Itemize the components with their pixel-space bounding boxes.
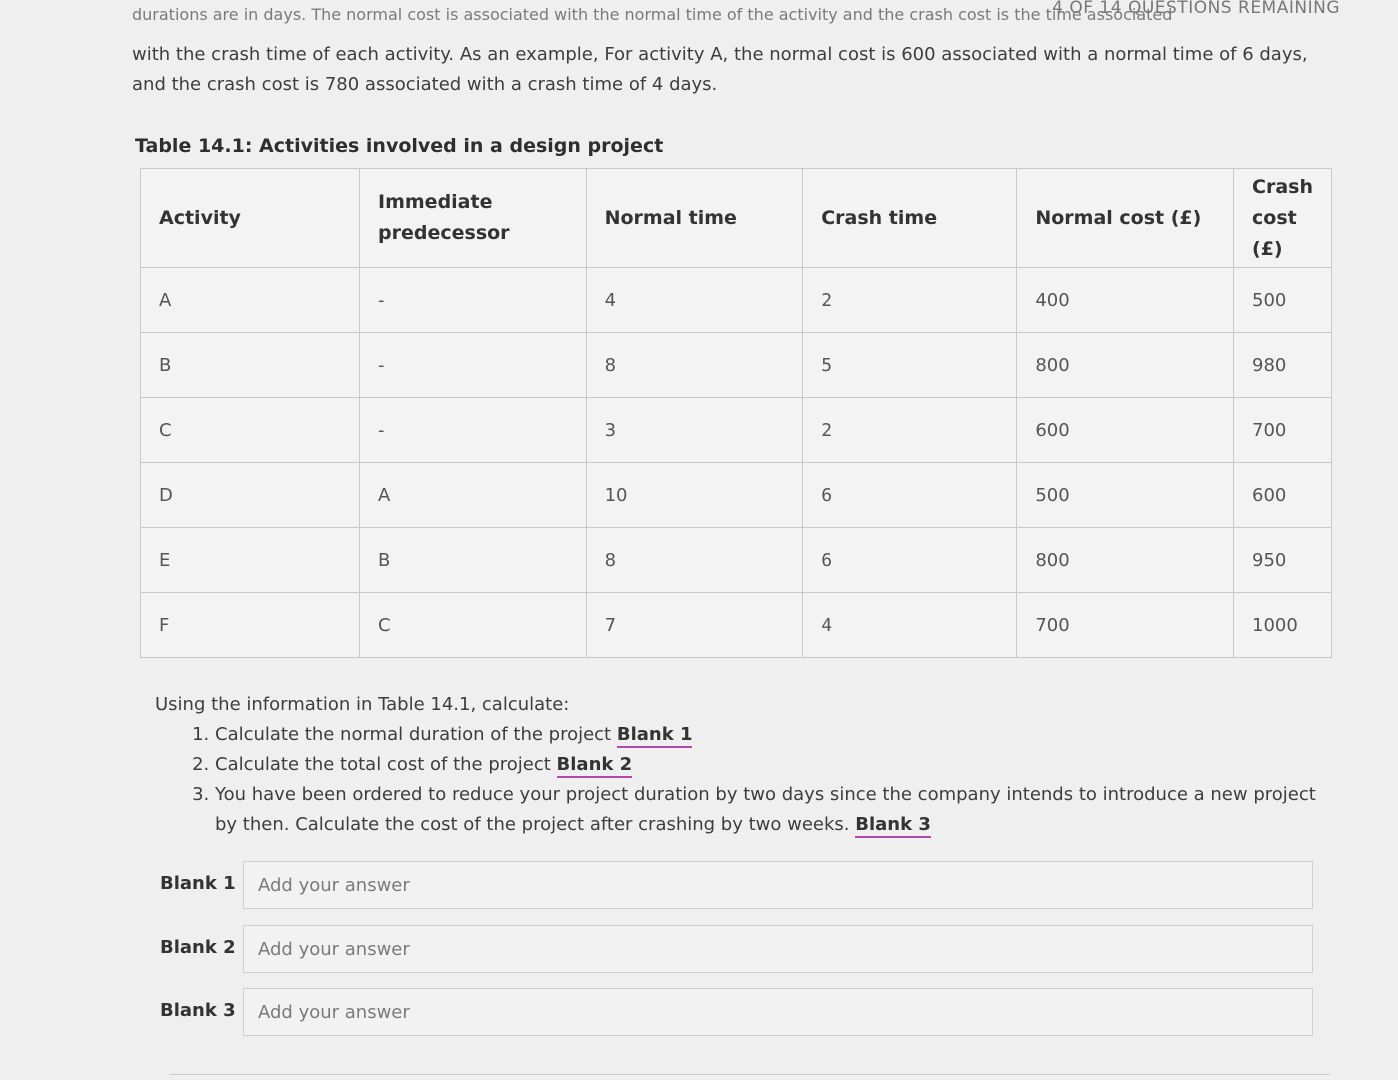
activities-table-wrapper — [140, 168, 1332, 658]
cell-normal-cost: 400 — [1017, 268, 1234, 333]
table-row — [141, 333, 1332, 398]
instruction-text: Calculate the normal duration of the project — [215, 724, 612, 745]
instruction-item — [215, 720, 1325, 750]
cell-activity: C — [141, 398, 360, 463]
cell-crash-time: 5 — [803, 333, 1017, 398]
intro-cut-line: durations are in days. The normal cost is associated with the normal time of the activity and the crash cost is the time associated — [132, 5, 1173, 24]
instruction-item — [215, 780, 1325, 840]
instruction-item — [215, 750, 1325, 780]
blank-2-link[interactable]: Blank 2 — [557, 754, 633, 778]
cell-normal-time: 8 — [586, 528, 803, 593]
cell-predecessor: - — [360, 268, 587, 333]
cell-crash-cost: 700 — [1234, 398, 1332, 463]
instruction-text: You have been ordered to reduce your project duration by two days since the company intends to introduce a new project by then. Calculate the cost of the project after crashing by two weeks. — [215, 784, 1316, 835]
blank-3-input[interactable] — [243, 988, 1313, 1036]
table-row — [141, 528, 1332, 593]
table-row — [141, 268, 1332, 333]
cell-crash-cost: 500 — [1234, 268, 1332, 333]
cell-normal-time: 7 — [586, 593, 803, 658]
cell-normal-cost: 800 — [1017, 333, 1234, 398]
cell-crash-cost: 600 — [1234, 463, 1332, 528]
cell-normal-cost: 800 — [1017, 528, 1234, 593]
answer-label: Blank 2 — [160, 937, 236, 958]
cell-crash-time: 4 — [803, 593, 1017, 658]
table-row — [141, 593, 1332, 658]
instructions — [155, 690, 1325, 840]
header-normal-time: Normal time — [586, 169, 803, 268]
cell-normal-cost: 700 — [1017, 593, 1234, 658]
cell-predecessor: A — [360, 463, 587, 528]
blank-1-input[interactable] — [243, 861, 1313, 909]
table-row — [141, 398, 1332, 463]
cell-predecessor: B — [360, 528, 587, 593]
blank-3-link[interactable]: Blank 3 — [855, 814, 931, 838]
cell-crash-cost: 980 — [1234, 333, 1332, 398]
questions-remaining-status: 4 OF 14 QUESTIONS REMAINING — [1052, 0, 1340, 18]
cell-normal-time: 4 — [586, 268, 803, 333]
intro-text — [132, 40, 1332, 100]
header-activity: Activity — [141, 169, 360, 268]
blank-2-input[interactable] — [243, 925, 1313, 973]
answer-row-blank-2 — [160, 925, 1316, 975]
instructions-lead: Using the information in Table 14.1, calculate: — [155, 694, 570, 715]
instruction-text: Calculate the total cost of the project — [215, 754, 551, 775]
cell-crash-cost: 1000 — [1234, 593, 1332, 658]
cell-normal-time: 10 — [586, 463, 803, 528]
cell-activity: F — [141, 593, 360, 658]
cell-crash-time: 2 — [803, 268, 1017, 333]
cell-crash-time: 2 — [803, 398, 1017, 463]
cell-predecessor: C — [360, 593, 587, 658]
cell-activity: B — [141, 333, 360, 398]
cell-activity: E — [141, 528, 360, 593]
header-normal-cost: Normal cost (£) — [1017, 169, 1234, 268]
blank-1-link[interactable]: Blank 1 — [617, 724, 693, 748]
cell-normal-cost: 600 — [1017, 398, 1234, 463]
header-predecessor: Immediate predecessor — [360, 169, 587, 268]
answer-row-blank-1 — [160, 861, 1316, 911]
cell-crash-cost: 950 — [1234, 528, 1332, 593]
cell-activity: A — [141, 268, 360, 333]
cell-normal-time: 8 — [586, 333, 803, 398]
table-header-row — [141, 169, 1332, 268]
intro-line-2: and the crash cost is 780 associated with a crash time of 4 days. — [132, 74, 718, 95]
cell-predecessor: - — [360, 398, 587, 463]
intro-line-1: with the crash time of each activity. As an example, For activity A, the normal cost is 600 associated with a normal time of 6 days, — [132, 44, 1308, 65]
table-row — [141, 463, 1332, 528]
bottom-divider — [170, 1074, 1330, 1075]
cell-activity: D — [141, 463, 360, 528]
activities-table — [140, 168, 1332, 658]
answer-label: Blank 1 — [160, 873, 236, 894]
header-crash-cost: Crash cost (£) — [1234, 169, 1332, 268]
cell-normal-cost: 500 — [1017, 463, 1234, 528]
cell-crash-time: 6 — [803, 528, 1017, 593]
answer-row-blank-3 — [160, 988, 1316, 1038]
table-caption: Table 14.1: Activities involved in a design project — [135, 135, 664, 157]
instructions-list — [155, 720, 1325, 840]
answer-label: Blank 3 — [160, 1000, 236, 1021]
cell-predecessor: - — [360, 333, 587, 398]
header-crash-time: Crash time — [803, 169, 1017, 268]
cell-normal-time: 3 — [586, 398, 803, 463]
cell-crash-time: 6 — [803, 463, 1017, 528]
